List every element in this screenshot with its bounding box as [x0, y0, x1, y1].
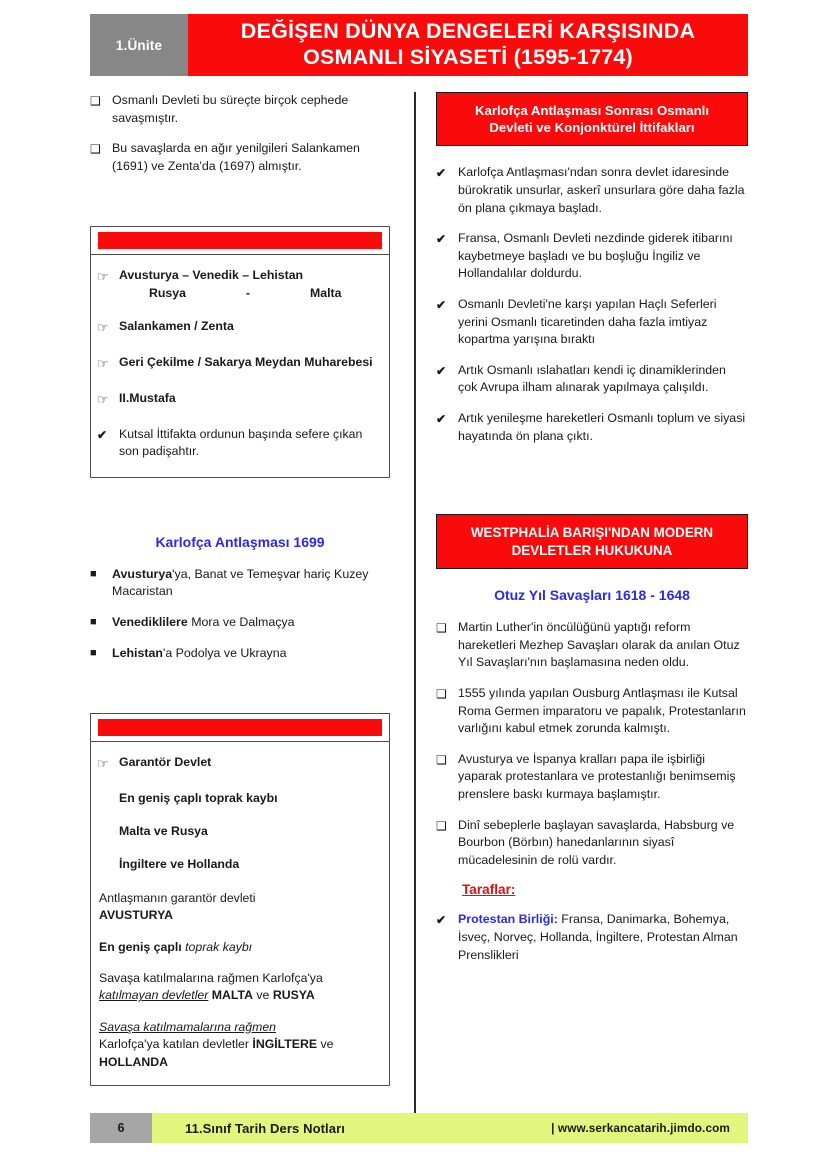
right-title-two-line-1: WESTPHALİA BARIŞI'NDAN MODERN: [470, 525, 714, 541]
check-bullet-icon: ✔: [436, 363, 447, 378]
karlofca-item3-bold: Lehistan: [112, 645, 163, 660]
taraflar-heading: Taraflar:: [462, 882, 516, 898]
box-two-block4-italic-underline: Savaşa katılmamalarına rağmen: [99, 1019, 277, 1034]
list-item-text: Artık yenileşme hareketleri Osmanlı toplum ve siyasi hayatında ön plana çıktı.: [458, 411, 746, 443]
list-item-text: Artık Osmanlı ıslahatları kendi iç dinamiklerinden çok Avrupa ilham alınarak yapılmaya çalışıldı.: [458, 362, 726, 395]
list-item: [90, 566, 390, 601]
list-item-text: Bu savaşlarda en ağır yenilgileri Salankamen (1691) ve Zenta'da (1697) almıştır.: [112, 141, 360, 173]
square-outline-bullet-icon: ❑: [90, 94, 101, 108]
right-column: [436, 92, 748, 977]
list-item: [436, 230, 748, 283]
square-outline-bullet-icon: ❑: [436, 686, 447, 701]
list-item: [97, 754, 379, 774]
spacer: [90, 478, 390, 534]
box-two-block2-bold: En geniş çaplı: [99, 939, 182, 954]
square-outline-bullet-icon: ❑: [436, 621, 447, 636]
square-outline-bullet-icon: ❑: [436, 752, 447, 767]
check-bullet-icon: ✔: [436, 412, 447, 427]
left-box-one: [90, 226, 390, 477]
list-item: [436, 817, 748, 870]
spacer: [90, 675, 390, 709]
box-two-block-3: [97, 970, 379, 1005]
list-item: [436, 751, 748, 804]
box-two-block-2: [97, 939, 379, 956]
footer-bar: [152, 1113, 748, 1143]
box-two-subline-3: İngiltere ve Hollanda: [119, 857, 240, 872]
check-bullet-icon: ✔: [436, 166, 447, 181]
box-two-block1-plain: Antlaşmanın garantör devleti: [99, 890, 256, 905]
check-bullet-icon: ✔: [436, 232, 447, 247]
list-item: [97, 390, 379, 410]
box-two-subline-2: Malta ve Rusya: [119, 824, 208, 839]
karlofca-heading: Karlofça Antlaşması 1699: [155, 533, 325, 550]
box-one-item1-line1: Avusturya – Venedik – Lehistan: [119, 268, 304, 283]
box-two-block3-plain: Savaşa katılmalarına rağmen Karlofça'ya: [99, 971, 323, 986]
list-item: [436, 362, 748, 397]
list-item: [90, 92, 390, 127]
right-title-two: [436, 514, 748, 569]
list-item-text: [119, 267, 379, 302]
box-two-red-banner: [98, 719, 382, 736]
spacer: [436, 458, 748, 514]
list-item: [90, 645, 390, 663]
list-item-text: Salankamen / Zenta: [119, 319, 234, 334]
list-item: [90, 614, 390, 632]
pointing-hand-bullet-icon: ☞: [97, 392, 109, 408]
list-item: [97, 318, 379, 338]
box-two-banner-wrap: [91, 714, 389, 742]
box-two-block-4: [97, 1019, 379, 1071]
karlofca-item3-rest: 'a Podolya ve Ukrayna: [162, 645, 287, 660]
filled-square-bullet-icon: ■: [90, 567, 97, 580]
otuz-yil-heading: Otuz Yıl Savaşları 1618 - 1648: [494, 587, 690, 604]
box-two-body: [91, 742, 389, 1085]
filled-square-bullet-icon: ■: [90, 616, 97, 628]
column-divider: [414, 92, 416, 1122]
box-two-block3-italic-underline: katılmayan devletler: [99, 988, 209, 1003]
pointing-hand-bullet-icon: ☞: [97, 320, 109, 336]
karlofca-item1-rest: 'ya, Banat ve Temeşvar hariç Kuzey Macaristan: [112, 566, 369, 599]
box-two-subline-1: En geniş çaplı toprak kaybı: [119, 791, 278, 806]
list-item: [97, 267, 379, 302]
list-item-text: Kutsal İttifakta ordunun başında sefere çıkan son padişahtır.: [119, 426, 363, 459]
protestan-birligi-rest: Fransa, Danimarka, Bohemya, İsveç, Norveç, Hollanda, İngiltere, Protestan Alman Prenslikleri: [458, 912, 738, 962]
protestan-birligi-label: Protestan Birliği:: [458, 912, 558, 927]
pointing-hand-bullet-icon: ☞: [97, 269, 109, 285]
pointing-hand-bullet-icon: ☞: [97, 356, 109, 372]
box-one-banner-wrap: [91, 227, 389, 255]
list-item: [436, 296, 748, 349]
list-item-text: Dinî sebeplerle başlayan savaşlarda, Habsburg ve Bourbon (Börbın) hanedanlarının siyasî mücadelesinin de rolü vardır.: [458, 817, 735, 867]
square-outline-bullet-icon: ❑: [436, 818, 447, 833]
pointing-hand-bullet-icon: ☞: [97, 756, 109, 772]
list-item-text: Osmanlı Devleti bu süreçte birçok cephede savaşmıştır.: [112, 93, 349, 125]
karlofca-item2-bold: Venediklilere: [112, 615, 188, 629]
list-item-text: 1555 yılında yapılan Ousburg Antlaşması ile Kutsal Roma Germen imparatoru ve papalık, Protestanların varlığını kabul etmek zorunda kalmıştı.: [458, 685, 746, 736]
list-item: [436, 685, 748, 738]
list-item-text: Fransa, Osmanlı Devleti nezdinde giderek itibarını kaybetmeye başladı ve bu boşluğu İngiliz ve Hollandalılar doldurdu.: [458, 231, 733, 281]
spacer: [90, 188, 390, 222]
filled-square-bullet-icon: ■: [90, 646, 97, 659]
box-two-block-1: [97, 890, 379, 925]
list-item-text: Osmanlı Devleti'ne karşı yapılan Haçlı Seferleri yerini Osmanlı ticaretinden daha fazla imtiyaz kopartma yarışına bıraktı: [458, 296, 717, 347]
list-item-text: Karlofça Antlaşması'ndan sonra devlet idaresinde bürokratik unsurlar, askerî unsurlara göre daha fazla ön plana çıkmaya başladı.: [458, 165, 745, 215]
list-item-text: [112, 645, 390, 663]
list-item: [436, 410, 748, 445]
footer-label: 11.Sınıf Tarih Ders Notları: [185, 1120, 345, 1136]
square-outline-bullet-icon: ❑: [90, 142, 101, 157]
list-item-text: Avusturya ve İspanya kralları papa ile işbirliği yaparak protestanlara ve protestanlığı benimsemiş prenslere baskı kurmaya başlamıştır.: [458, 751, 736, 801]
box-two-block3-bold-malta: MALTA: [211, 988, 253, 1003]
page-title-line-2: OSMANLI SİYASETİ (1595-1774): [303, 45, 633, 69]
box-one-item1-malta: Malta: [310, 285, 342, 300]
check-bullet-icon: ✔: [436, 297, 447, 312]
list-item-text: [112, 566, 390, 601]
right-title-two-line-2: DEVLETLER HUKUKUNA: [511, 542, 673, 558]
list-item: [97, 426, 379, 461]
box-two-block3-bold-rusya: RUSYA: [272, 988, 315, 1003]
check-bullet-icon: ✔: [436, 913, 447, 928]
box-one-body: [91, 255, 389, 476]
page-title: [188, 14, 748, 76]
page-footer: [90, 1113, 748, 1143]
unit-badge: 1.Ünite: [90, 14, 188, 76]
page-header: [90, 14, 748, 76]
box-two-block2-italic: toprak kaybı: [185, 939, 253, 954]
footer-site-url: | www.serkancatarih.jimdo.com: [551, 1121, 730, 1135]
box-one-red-banner: [98, 232, 382, 249]
footer-page-number: 6: [90, 1113, 152, 1143]
box-two-block1-bold: AVUSTURYA: [99, 908, 174, 923]
check-bullet-icon: ✔: [97, 427, 108, 442]
list-item-text: Garantör Devlet: [119, 755, 212, 770]
karlofca-item1-bold: Avusturya: [112, 566, 173, 581]
left-box-two: [90, 713, 390, 1086]
box-two-block4-bold-ingiltere: İNGİLTERE: [252, 1037, 318, 1052]
box-two-block3-mid: ve: [252, 988, 273, 1003]
right-title-one: [436, 92, 748, 146]
list-item-text: [112, 614, 390, 632]
page-title-line-1: DEĞİŞEN DÜNYA DENGELERİ KARŞISINDA: [240, 19, 696, 44]
list-item: [97, 354, 379, 374]
left-column: [90, 92, 390, 1086]
right-title-one-line-1: Karlofça Antlaşması Sonrası Osmanlı: [474, 103, 710, 118]
box-two-block4-plain: Karlofça'ya katılan devletler: [99, 1037, 253, 1052]
list-item: [436, 911, 748, 964]
karlofca-item2-rest: Mora ve Dalmaçya: [187, 615, 295, 629]
list-item-text: Geri Çekilme / Sakarya Meydan Muharebesi: [119, 355, 373, 370]
box-two-block4-mid: ve: [317, 1037, 334, 1052]
box-one-item1-rusya: Rusya: [149, 285, 186, 300]
list-item: [436, 619, 748, 672]
list-item-text: II.Mustafa: [119, 391, 176, 406]
list-item: [436, 164, 748, 217]
list-item-text: [458, 911, 748, 964]
box-two-block4-bold-hollanda: HOLLANDA: [99, 1054, 168, 1069]
box-one-item1-dash: -: [245, 285, 251, 300]
list-item: [90, 140, 390, 175]
list-item-text: Martin Luther'in öncülüğünü yaptığı reform hareketleri Mezhep Savaşları olarak da anılan Otuz Yıl Savaşları'nın başlamasına neden oldu.: [458, 620, 740, 670]
right-title-one-line-2: Devleti ve Konjonktürel İttifakları: [489, 120, 695, 136]
